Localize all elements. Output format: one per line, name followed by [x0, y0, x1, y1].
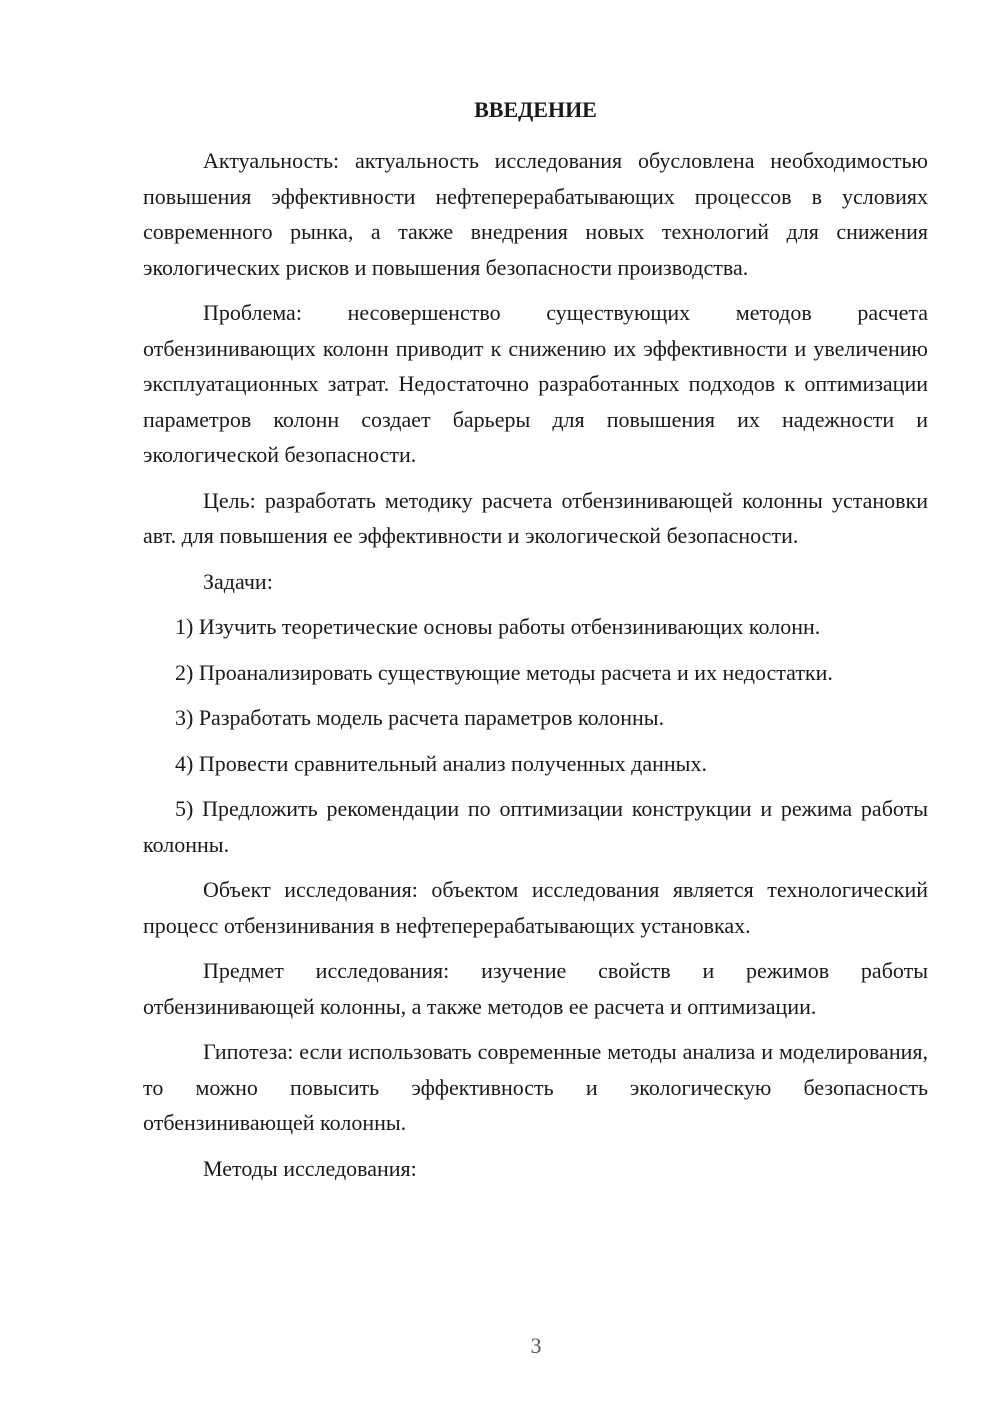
- section-title: ВВЕДЕНИЕ: [474, 97, 597, 122]
- paragraph-relevance: Актуальность: актуальность исследования обусловлена необходимостью повышения эффективности нефтеперерабатывающих процессов в условиях современного рынка, а также внедрения новых технологий для снижения экологических рисков и повышения безопасности производства.: [143, 148, 928, 280]
- paragraph-object: Объект исследования: объектом исследования является технологический процесс отбензинивания в нефтеперерабатывающих установках.: [143, 877, 928, 938]
- paragraph-problem: Проблема: несовершенство существующих методов расчета отбензинивающих колонн приводит к снижению их эффективности и увеличению эксплуатационных затрат. Недостаточно разработанных подходов к оптимизации параметров колонн создает барьеры для повышения их надежности и экологической безопасности.: [143, 300, 928, 467]
- task-item-1: 1) Изучить теоретические основы работы отбензинивающих колонн.: [175, 614, 821, 639]
- task-item-3: 3) Разработать модель расчета параметров колонны.: [175, 705, 665, 730]
- paragraph-tasks-heading: Задачи:: [203, 568, 273, 594]
- page-content: [143, 92, 928, 1196]
- task-item-4: 4) Провести сравнительный анализ полученных данных.: [175, 750, 707, 776]
- task-item-5: 5) Предложить рекомендации по оптимизации конструкции и режима работы колонны.: [143, 796, 928, 857]
- paragraph-goal: Цель: разработать методику расчета отбензинивающей колонны установки авт. для повышения ее эффективности и экологической безопасности.: [143, 487, 928, 548]
- paragraph-methods: Методы исследования:: [203, 1155, 417, 1181]
- page-number: 3: [530, 1333, 542, 1358]
- paragraph-subject: Предмет исследования: изучение свойств и режимов работы отбензинивающей колонны, а также методов ее расчета и оптимизации.: [143, 958, 928, 1019]
- paragraph-hypothesis: Гипотеза: если использовать современные методы анализа и моделирования, то можно повысить эффективность и экологическую безопасность отбензинивающей колонны.: [143, 1039, 928, 1135]
- task-item-2: 2) Проанализировать существующие методы расчета и их недостатки.: [175, 659, 833, 685]
